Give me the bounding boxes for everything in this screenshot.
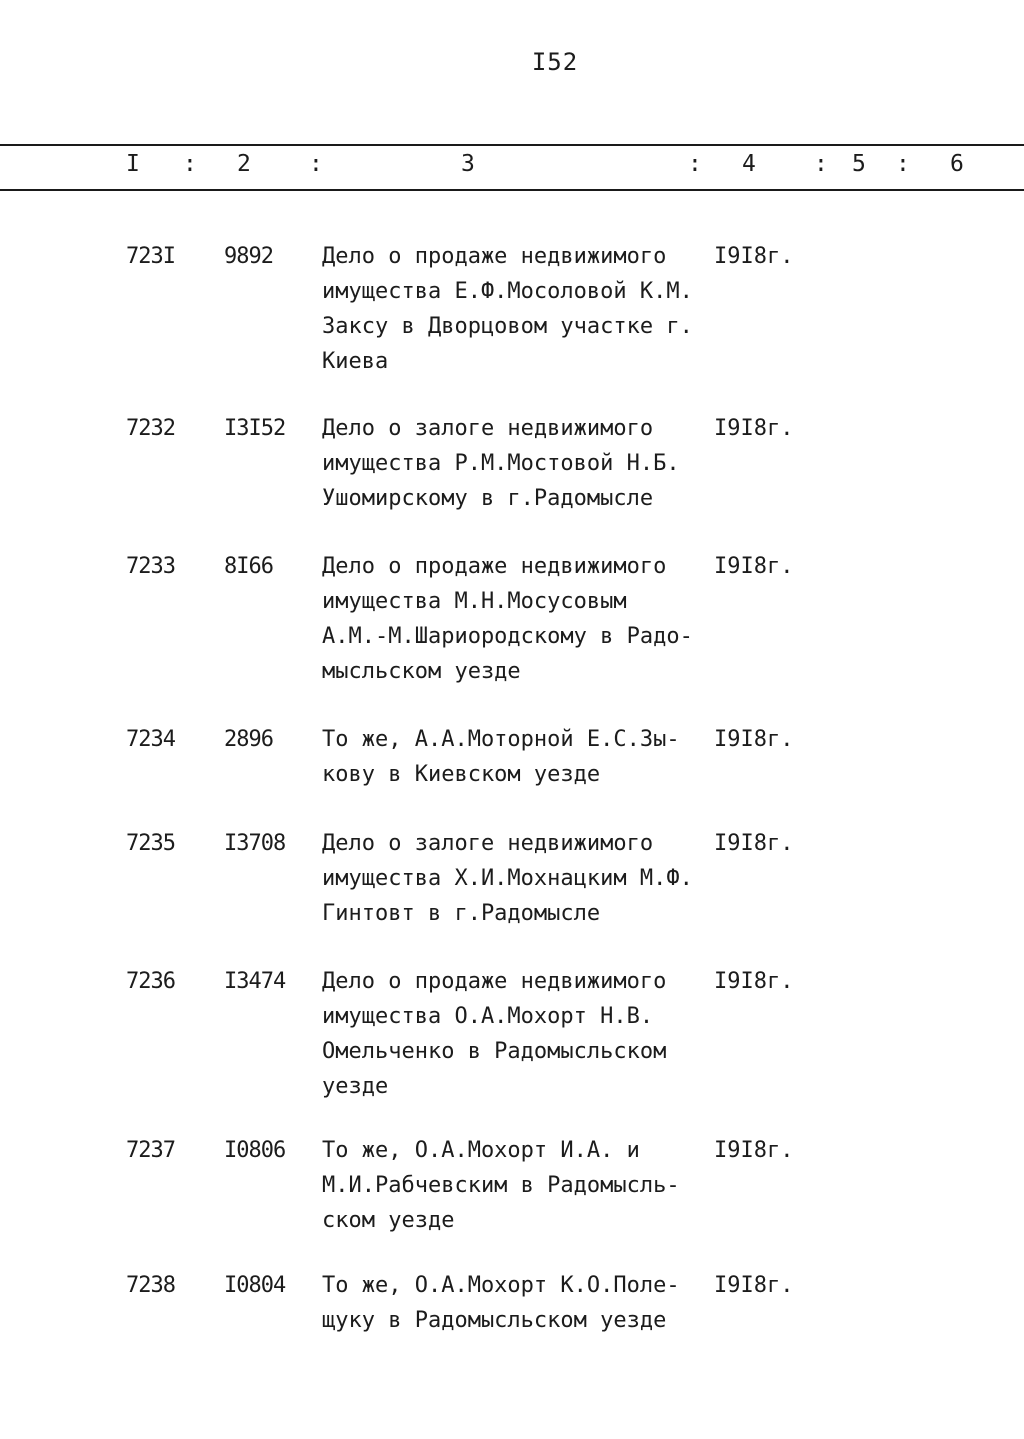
entry-description (322, 239, 693, 379)
entry-year: I9I8г. (714, 554, 794, 579)
column-separator: : (814, 151, 828, 177)
description-line: Гинтовт в г.Радомысле (322, 901, 601, 926)
entry-reference: I3708 (224, 831, 286, 856)
description-line: кову в Киевском уезде (322, 762, 601, 787)
column-header-4: 4 (742, 151, 756, 177)
description-line: Ушомирскому в г.Радомысле (322, 486, 654, 511)
description-line: То же, О.А.Мохорт И.А. и (322, 1138, 640, 1163)
column-header-1: I (126, 151, 140, 177)
column-header-5: 5 (852, 151, 866, 177)
entry-number: 7233 (126, 554, 175, 579)
description-line: Омельченко в Радомысльском (322, 1039, 667, 1064)
entry-reference: I3I52 (224, 416, 286, 441)
column-separator: : (183, 151, 197, 177)
entry-description (322, 1268, 680, 1338)
entry-description (322, 826, 693, 931)
column-header-3: 3 (461, 151, 475, 177)
entry-year: I9I8г. (714, 1138, 794, 1163)
entry-year: I9I8г. (714, 416, 794, 441)
description-line: Дело о продаже недвижимого (322, 969, 667, 994)
description-line: имущества Х.И.Мохнацким М.Ф. (322, 866, 693, 891)
column-separator: : (896, 151, 910, 177)
description-line: ском уезде (322, 1208, 455, 1233)
description-line: Киева (322, 349, 389, 374)
description-line: мысльском уезде (322, 659, 521, 684)
entry-number: 7238 (126, 1273, 175, 1298)
description-line: щуку в Радомысльском уезде (322, 1308, 667, 1333)
entry-year: I9I8г. (714, 244, 794, 269)
column-separator: : (309, 151, 323, 177)
entry-description (322, 411, 680, 516)
entry-reference: 9892 (224, 244, 273, 269)
description-line: имущества Е.Ф.Мосоловой К.М. (322, 279, 693, 304)
entry-year: I9I8г. (714, 727, 794, 752)
description-line: М.И.Рабчевским в Радомысль- (322, 1173, 680, 1198)
entry-number: 7236 (126, 969, 175, 994)
entry-number: 723I (126, 244, 175, 269)
entry-description (322, 1133, 680, 1238)
entry-description (322, 964, 666, 1104)
entry-description (322, 549, 693, 689)
entry-reference: I0806 (224, 1138, 286, 1163)
entry-number: 7235 (126, 831, 175, 856)
description-line: А.М.-М.Шариородскому в Радо- (322, 624, 693, 649)
description-line: То же, А.А.Моторной Е.С.Зы- (322, 727, 680, 752)
entry-year: I9I8г. (714, 969, 794, 994)
description-line: Дело о продаже недвижимого (322, 244, 667, 269)
entry-year: I9I8г. (714, 831, 794, 856)
entry-reference: I3474 (224, 969, 286, 994)
entry-reference: 2896 (224, 727, 273, 752)
description-line: То же, О.А.Мохорт К.О.Поле- (322, 1273, 680, 1298)
description-line: Дело о залоге недвижимого (322, 831, 654, 856)
header-bottom-rule (0, 189, 1024, 191)
entry-reference: 8I66 (224, 554, 273, 579)
description-line: уезде (322, 1074, 389, 1099)
description-line: Дело о залоге недвижимого (322, 416, 654, 441)
description-line: имущества М.Н.Мосусовым (322, 589, 627, 614)
column-header-2: 2 (237, 151, 251, 177)
column-separator: : (688, 151, 702, 177)
entry-year: I9I8г. (714, 1273, 794, 1298)
entry-reference: I0804 (224, 1273, 286, 1298)
description-line: Дело о продаже недвижимого (322, 554, 667, 579)
description-line: имущества Р.М.Мостовой Н.Б. (322, 451, 680, 476)
page-number: I52 (531, 48, 579, 76)
header-top-rule (0, 144, 1024, 146)
entry-description (322, 722, 680, 792)
description-line: Заксу в Дворцовом участке г. (322, 314, 693, 339)
entry-number: 7237 (126, 1138, 175, 1163)
entry-number: 7234 (126, 727, 175, 752)
description-line: имущества О.А.Мохорт Н.В. (322, 1004, 654, 1029)
column-header-6: 6 (950, 151, 964, 177)
entry-number: 7232 (126, 416, 175, 441)
